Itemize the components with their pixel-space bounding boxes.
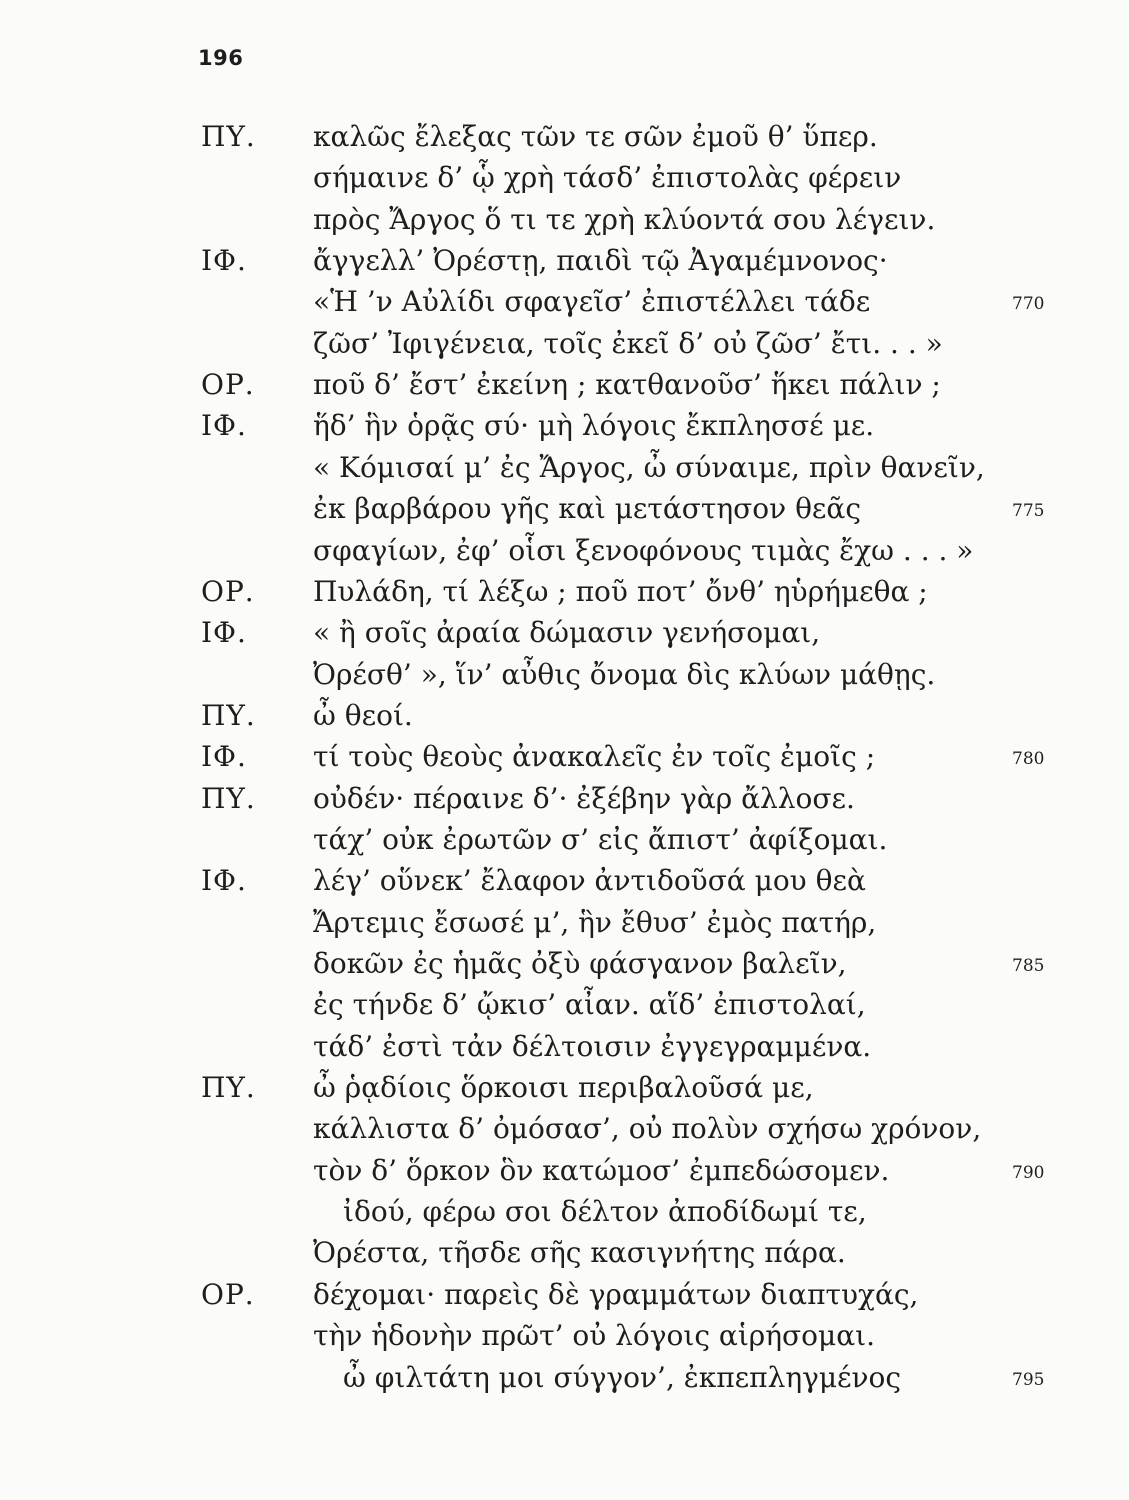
verse-text: ὦ ῥᾳδίοις ὅρκοισι περιβαλοῦσά με, xyxy=(313,1071,814,1105)
verse-text: « Κόμισαί μ’ ἐς Ἄργος, ὦ σύναιμε, πρὶν θανεῖν, xyxy=(313,450,985,484)
verse-text: τάδ’ ἐστὶ τἀν δέλτοισιν ἐγγεγραμμένα. xyxy=(313,1029,872,1063)
verse-text: λέγ’ οὕνεκ’ ἔλαφον ἀντιδοῦσά μου θεὰ xyxy=(313,864,866,898)
verse-text: ἐκ βαρβάρου γῆς καὶ μετάστησον θεᾶς xyxy=(313,492,862,526)
verse-text: οὐδέν· πέραινε δ’· ἐξέβην γὰρ ἄλλοσε. xyxy=(313,781,855,815)
verse-text: ἰδού, φέρω σοι δέλτον ἀποδίδωμί τε, xyxy=(343,1195,867,1229)
speaker-label: ΙΦ. xyxy=(201,244,247,278)
verse-text: δοκῶν ἐς ἡμᾶς ὀξὺ φάσγανον βαλεῖν, xyxy=(313,947,847,980)
speaker-label: ΠΥ. xyxy=(201,781,256,815)
verse-line xyxy=(0,1353,1129,1403)
speaker-label: ΙΦ. xyxy=(201,409,247,443)
line-number: 770 xyxy=(1012,294,1045,315)
speaker-label: ΙΦ. xyxy=(201,864,247,898)
verse-text: Ὀρέστα, τῆσδε σῆς κασιγνήτης πάρα. xyxy=(313,1236,846,1270)
speaker-label: ΙΦ. xyxy=(201,740,247,774)
verse-text: τὴν ἡδονὴν πρῶτ’ οὐ λόγοις αἱρήσομαι. xyxy=(313,1319,875,1353)
speaker-label: ΠΥ. xyxy=(201,698,256,732)
verse-text: κάλλιστα δ’ ὀμόσασ’, οὐ πολὺν σχήσω χρόνον, xyxy=(313,1112,982,1146)
line-number: 780 xyxy=(1012,749,1045,770)
verse-text: Ὀρέσθ’ », ἵν’ αὖθις ὄνομα δὶς κλύων μάθῃς. xyxy=(313,657,936,691)
line-number: 785 xyxy=(1012,956,1045,976)
verse-text: τί τοὺς θεοὺς ἀνακαλεῖς ἐν τοῖς ἐμοῖς ; xyxy=(313,740,876,774)
speaker-label: ΙΦ. xyxy=(201,616,247,650)
verse-text: Ἄρτεμις ἔσωσέ μ’, ἣν ἔθυσ’ ἐμὸς πατήρ, xyxy=(313,905,877,939)
verse-text: πρὸς Ἄργος ὅ τι τε χρὴ κλύοντά σου λέγειν. xyxy=(313,202,936,236)
line-number: 795 xyxy=(1012,1369,1045,1390)
line-number: 775 xyxy=(1012,501,1045,522)
speaker-label: ΟΡ. xyxy=(201,368,255,402)
verse-text: ποῦ δ’ ἔστ’ ἐκείνη ; κατθανοῦσ’ ἥκει πάλιν ; xyxy=(313,368,941,402)
verse-text: σήμαινε δ’ ᾧ χρὴ τάσδ’ ἐπιστολὰς φέρειν xyxy=(313,161,902,195)
verse-text: Πυλάδη, τί λέξω ; ποῦ ποτ’ ὄνθ’ ηὑρήμεθα ; xyxy=(313,574,928,608)
verse-text: τὸν δ’ ὅρκον ὃν κατώμοσ’ ἐμπεδώσομεν. xyxy=(313,1153,890,1187)
speaker-label: ΟΡ. xyxy=(201,574,255,608)
verse-text: ἥδ’ ἣν ὁρᾷς σύ· μὴ λόγοις ἔκπλησσέ με. xyxy=(313,409,875,443)
verse-text: ὦ θεοί. xyxy=(313,698,413,732)
verse-text: «Ἡ ’ν Αὐλίδι σφαγεῖσ’ ἐπιστέλλει τάδε xyxy=(313,285,871,319)
page-number: 196 xyxy=(198,46,244,70)
verse-text: ἐς τήνδε δ’ ᾤκισ’ αἶαν. αἵδ’ ἐπιστολαί, xyxy=(313,988,866,1022)
speaker-label: ΟΡ. xyxy=(201,1277,255,1311)
verse-text: ἄγγελλ’ Ὀρέστῃ, παιδὶ τῷ Ἀγαμέμνονος· xyxy=(313,244,888,278)
verse-text: « ἢ σοῖς ἀραία δώμασιν γενήσομαι, xyxy=(313,616,821,650)
speaker-label: ΠΥ. xyxy=(201,1071,256,1105)
verse-text: ζῶσ’ Ἰφιγένεια, τοῖς ἐκεῖ δ’ οὐ ζῶσ’ ἔτι. . . » xyxy=(313,326,943,360)
verse-text: σφαγίων, ἐφ’ οἷσι ξενοφόνους τιμὰς ἔχω . . . » xyxy=(313,533,974,567)
speaker-label: ΠΥ. xyxy=(201,120,256,153)
verse-text: τάχ’ οὐκ ἐρωτῶν σ’ εἰς ἄπιστ’ ἀφίξομαι. xyxy=(313,822,888,856)
verse-text: δέχομαι· παρεὶς δὲ γραμμάτων διαπτυχάς, xyxy=(313,1277,919,1311)
verse-text: καλῶς ἔλεξας τῶν τε σῶν ἐμοῦ θ’ ὕπερ. xyxy=(313,120,878,153)
verse-text: ὦ φιλτάτη μοι σύγγον’, ἐκπεπληγμένος xyxy=(343,1360,902,1394)
line-number: 790 xyxy=(1012,1162,1045,1183)
